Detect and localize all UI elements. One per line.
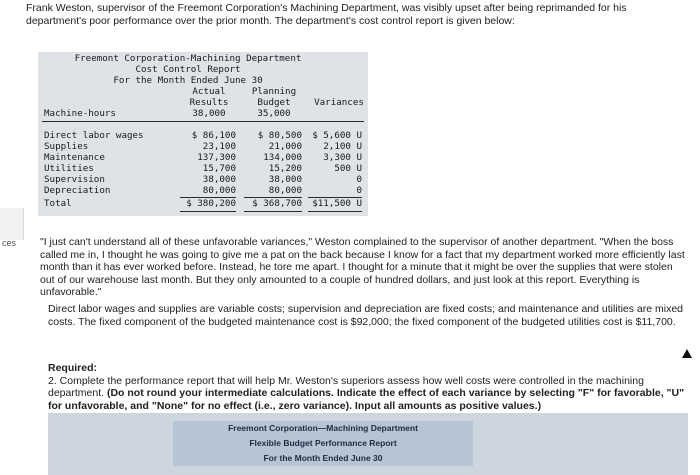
machine-hours-actual: 38,000: [192, 108, 226, 119]
row-label: Maintenance: [44, 152, 105, 163]
report-title-company: Freemont Corporation-Machining Department: [74, 53, 302, 64]
row-variance: 2,100 U: [323, 141, 362, 152]
row-label: Direct labor wages: [44, 130, 144, 141]
col-actual-line1: Actual: [192, 86, 226, 97]
side-panel-tab[interactable]: [0, 208, 24, 240]
col-variances: Variances: [314, 97, 364, 108]
answer-header-company: Freemont Corporation—Machining Department: [173, 421, 473, 436]
cost-control-report: [38, 52, 368, 216]
row-budget: 134,000: [263, 152, 302, 163]
row-variance: 0: [356, 185, 362, 196]
row-variance: 500 U: [334, 163, 362, 174]
machine-hours-budget: 35,000: [257, 108, 291, 119]
header-rule: [42, 121, 364, 122]
row-budget: 15,200: [268, 163, 302, 174]
report-title-period: For the Month Ended June 30: [113, 75, 263, 86]
row-label: Depreciation: [44, 185, 111, 196]
required-heading: Required:: [48, 362, 98, 374]
total-actual: $ 380,200: [186, 198, 236, 209]
report-title-name: Cost Control Report: [135, 64, 241, 75]
row-budget: 80,000: [268, 185, 302, 196]
row-budget: 38,000: [268, 174, 302, 185]
row-actual: 137,300: [197, 152, 236, 163]
row-variance: 0: [356, 174, 362, 185]
row-label: Utilities: [44, 163, 94, 174]
total-variance: $11,500 U: [312, 198, 362, 209]
row-actual: 23,100: [202, 141, 236, 152]
total-rule-budget: [244, 211, 302, 212]
mouse-cursor-icon: [682, 349, 692, 358]
cost-behavior-note: Direct labor wages and supplies are variable costs; supervision and depreciation are fixed costs; and maintenance and utilities are mixed costs. The fixed component of the budgeted maintenance cost is $92,000; the fixed component of the budgeted utilities cost is $11,700.: [48, 303, 684, 328]
row-budget: 21,000: [268, 141, 302, 152]
row-actual: $ 86,100: [191, 130, 236, 141]
weston-quote: "I just can't understand all of these unfavorable variances," Weston complained to the supervisor of another department. "When the boss called me in, I thought he was going to give me a pat on the back because I know for a fact that my department worked more efficiently last month than it has ever worked before. Instead, he tore me apart. I thought for a minute that it might be over the supplies that were stolen out of our warehouse last month. But they only amounted to a couple of hundred dollars, and just look at this report. Everything is unfavorable.": [40, 236, 685, 298]
total-label: Total: [44, 198, 72, 209]
row-label: Supplies: [44, 141, 89, 152]
problem-intro: Frank Weston, supervisor of the Freemont Corporation's Machining Department, was visibly upset after being reprimanded for his department's poor performance over the prior month. The department's cost control report is given below:: [26, 2, 627, 27]
total-budget: $ 368,700: [252, 198, 302, 209]
col-planning-line1: Planning: [251, 86, 297, 97]
total-rule-actual: [180, 211, 236, 212]
required-text: 2. Complete the performance report that will help Mr. Weston's superiors assess how well costs were controlled in the machining department.: [48, 374, 644, 399]
col-actual-line2: Results: [189, 97, 229, 108]
side-panel-label: ces: [2, 238, 17, 248]
row-actual: 15,700: [202, 163, 236, 174]
row-actual: 80,000: [202, 185, 236, 196]
answer-header-report: Flexible Budget Performance Report: [173, 436, 473, 451]
row-label: Supervision: [44, 174, 105, 185]
total-rule-variance: [308, 211, 362, 212]
row-variance: $ 5,600 U: [312, 130, 362, 141]
row-budget: $ 80,500: [257, 130, 302, 141]
required-section: [48, 362, 688, 412]
answer-header-period: For the Month Ended June 30: [173, 451, 473, 466]
required-instruction: (Do not round your intermediate calculations. Indicate the effect of each variance by selecting "F" for favorable, "U" for unfavorable, and "None" for no effect (i.e., zero variance). Input all amounts as positive values.): [48, 387, 685, 412]
col-planning-line2: Budget: [257, 97, 291, 108]
row-actual: 38,000: [202, 174, 236, 185]
answer-table-header: [168, 421, 478, 466]
row-variance: 3,300 U: [323, 152, 362, 163]
machine-hours-label: Machine-hours: [44, 108, 116, 119]
